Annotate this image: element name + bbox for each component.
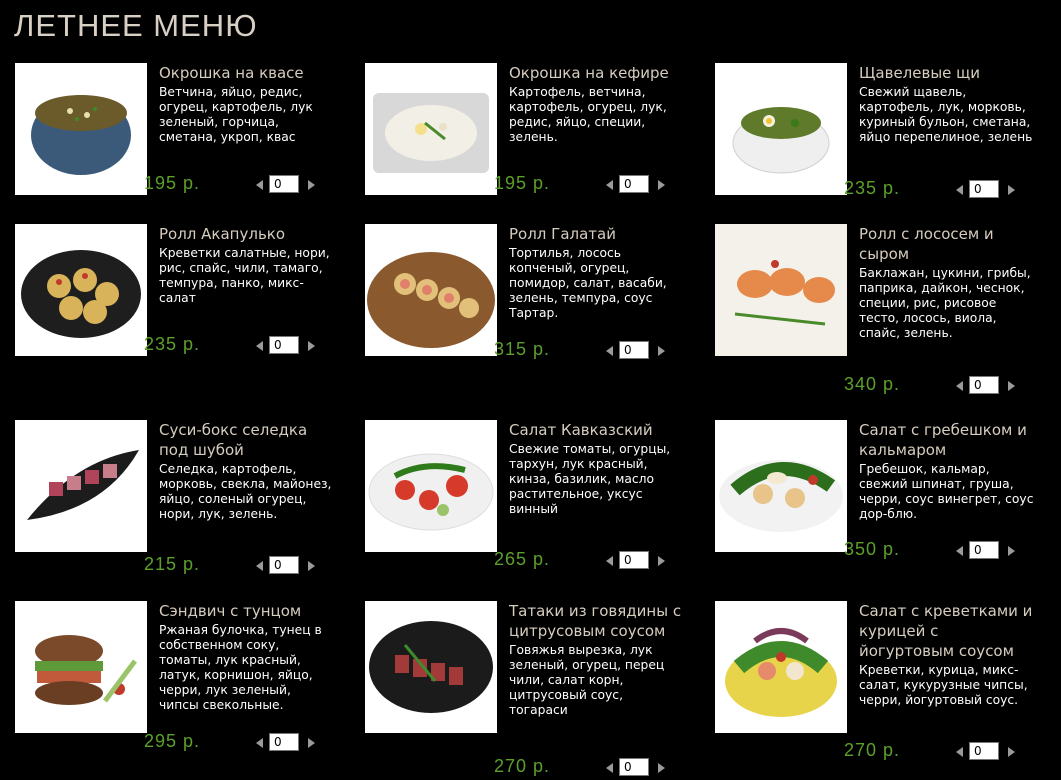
quantity-stepper — [606, 341, 676, 361]
decrease-arrow-icon[interactable] — [956, 747, 963, 757]
dish-price: 270 р. — [494, 756, 551, 776]
menu-item — [715, 63, 1045, 203]
menu-item — [365, 420, 695, 580]
quantity-stepper — [256, 336, 326, 356]
increase-arrow-icon[interactable] — [658, 180, 665, 190]
dish-photo[interactable] — [715, 63, 847, 195]
menu-item — [15, 224, 345, 364]
menu-item — [15, 601, 345, 761]
quantity-stepper — [956, 376, 1026, 396]
quantity-input[interactable] — [969, 376, 999, 394]
quantity-input[interactable] — [969, 541, 999, 559]
dish-price: 270 р. — [844, 740, 901, 760]
dish-description: Селедка, картофель, морковь, свекла, майонез, яйцо, соленый огурец, нори, лук, зелень. — [159, 462, 332, 521]
increase-arrow-icon[interactable] — [1008, 546, 1015, 556]
dish-description: Ржаная булочка, тунец в собственном соку, томаты, лук красный, латук, корнишон, яйцо, черри, лук зеленый, чипсы свекольные. — [159, 623, 322, 712]
dish-description: Картофель, ветчина, картофель, огурец, лук, редис, яйцо, специи, зелень. — [509, 85, 667, 144]
quantity-stepper — [956, 742, 1026, 762]
quantity-input[interactable] — [269, 556, 299, 574]
dish-photo[interactable] — [365, 601, 497, 733]
dish-name[interactable]: Окрошка на квасе — [159, 64, 304, 82]
decrease-arrow-icon[interactable] — [956, 185, 963, 195]
quantity-stepper — [256, 733, 326, 753]
decrease-arrow-icon[interactable] — [256, 341, 263, 351]
increase-arrow-icon[interactable] — [308, 738, 315, 748]
dish-name[interactable]: Сэндвич с тунцом — [159, 602, 302, 620]
quantity-input[interactable] — [619, 758, 649, 776]
dish-name[interactable]: Салат Кавказский — [509, 421, 653, 439]
dish-photo[interactable] — [715, 420, 847, 552]
quantity-input[interactable] — [619, 341, 649, 359]
quantity-stepper — [606, 175, 676, 195]
decrease-arrow-icon[interactable] — [606, 763, 613, 773]
dish-description: Ветчина, яйцо, редис, огурец, картофель, лук зеленый, горчица, сметана, укроп, квас — [159, 85, 313, 144]
dish-price: 195 р. — [144, 173, 201, 193]
menu-item — [715, 224, 1045, 394]
dish-photo[interactable] — [715, 601, 847, 733]
increase-arrow-icon[interactable] — [308, 561, 315, 571]
dish-price: 350 р. — [844, 539, 901, 559]
quantity-stepper — [956, 180, 1026, 200]
dish-name[interactable]: Татаки из говядины с цитрусовым соусом — [509, 602, 682, 640]
dish-photo[interactable] — [715, 224, 847, 356]
dish-description: Креветки салатные, нори, рис, спайс, чили, тамаго, темпура, панко, микс-салат — [159, 246, 330, 305]
increase-arrow-icon[interactable] — [658, 763, 665, 773]
dish-price: 235 р. — [844, 178, 901, 198]
decrease-arrow-icon[interactable] — [606, 346, 613, 356]
dish-photo[interactable] — [365, 420, 497, 552]
dish-price: 315 р. — [494, 339, 551, 359]
menu-item — [15, 420, 345, 580]
quantity-stepper — [256, 175, 326, 195]
increase-arrow-icon[interactable] — [1008, 381, 1015, 391]
dish-name[interactable]: Салат с креветками и курицей с йогуртовым соусом — [859, 602, 1033, 660]
decrease-arrow-icon[interactable] — [956, 546, 963, 556]
dish-name[interactable]: Ролл с лососем и сыром — [859, 225, 994, 263]
dish-photo[interactable] — [15, 420, 147, 552]
dish-name[interactable]: Салат с гребешком и кальмаром — [859, 421, 1027, 459]
dish-name[interactable]: Ролл Акапулько — [159, 225, 286, 243]
menu-item — [365, 63, 695, 203]
quantity-input[interactable] — [969, 180, 999, 198]
increase-arrow-icon[interactable] — [658, 556, 665, 566]
dish-description: Свежий щавель, картофель, лук, морковь, куриный бульон, сметана, яйцо перепелиное, зелень — [859, 85, 1033, 144]
dish-description: Тортилья, лосось копченый, огурец, помидор, салат, васаби, зелень, темпура, соус Тартар. — [509, 246, 667, 320]
dish-name[interactable]: Суси-бокс селедка под шубой — [159, 421, 308, 459]
decrease-arrow-icon[interactable] — [956, 381, 963, 391]
decrease-arrow-icon[interactable] — [256, 180, 263, 190]
menu-item — [715, 420, 1045, 580]
dish-description: Говяжья вырезка, лук зеленый, огурец, перец чили, салат корн, цитрусовый соус, тогараси — [509, 643, 665, 717]
dish-description: Свежие томаты, огурцы, тархун, лук красный, кинза, базилик, масло растительное, уксус винный — [509, 442, 671, 516]
increase-arrow-icon[interactable] — [1008, 747, 1015, 757]
quantity-stepper — [256, 556, 326, 576]
quantity-stepper — [956, 541, 1026, 561]
dish-photo[interactable] — [15, 601, 147, 733]
decrease-arrow-icon[interactable] — [606, 180, 613, 190]
menu-item — [365, 224, 695, 364]
dish-price: 235 р. — [144, 334, 201, 354]
dish-description: Креветки, курица, микс-салат, кукурузные чипсы, черри, йогуртовый соус. — [859, 663, 1028, 707]
quantity-input[interactable] — [619, 175, 649, 193]
quantity-input[interactable] — [269, 336, 299, 354]
quantity-stepper — [606, 551, 676, 571]
dish-name[interactable]: Окрошка на кефире — [509, 64, 669, 82]
dish-photo[interactable] — [15, 224, 147, 356]
menu-item — [365, 601, 695, 776]
increase-arrow-icon[interactable] — [1008, 185, 1015, 195]
dish-photo[interactable] — [365, 224, 497, 356]
dish-price: 195 р. — [494, 173, 551, 193]
dish-photo[interactable] — [365, 63, 497, 195]
dish-description: Гребешок, кальмар, свежий шпинат, груша, черри, соус винегрет, соус дор-блю. — [859, 462, 1034, 521]
increase-arrow-icon[interactable] — [308, 180, 315, 190]
decrease-arrow-icon[interactable] — [606, 556, 613, 566]
page-title: ЛЕТНЕЕ МЕНЮ — [14, 8, 258, 43]
dish-price: 340 р. — [844, 374, 901, 394]
dish-description: Баклажан, цукини, грибы, паприка, дайкон, чеснок, специи, рис, рисовое тесто, лосось, виола, спайс, зелень. — [859, 266, 1031, 340]
dish-photo[interactable] — [15, 63, 147, 195]
decrease-arrow-icon[interactable] — [256, 738, 263, 748]
increase-arrow-icon[interactable] — [658, 346, 665, 356]
quantity-input[interactable] — [269, 733, 299, 751]
decrease-arrow-icon[interactable] — [256, 561, 263, 571]
dish-name[interactable]: Щавелевые щи — [859, 64, 981, 82]
menu-item — [15, 63, 345, 203]
quantity-input[interactable] — [269, 175, 299, 193]
dish-name[interactable]: Ролл Галатай — [509, 225, 616, 243]
increase-arrow-icon[interactable] — [308, 341, 315, 351]
quantity-input[interactable] — [619, 551, 649, 569]
dish-price: 215 р. — [144, 554, 201, 574]
quantity-stepper — [606, 758, 676, 778]
quantity-input[interactable] — [969, 742, 999, 760]
dish-price: 295 р. — [144, 731, 201, 751]
dish-price: 265 р. — [494, 549, 551, 569]
menu-item — [715, 601, 1045, 766]
